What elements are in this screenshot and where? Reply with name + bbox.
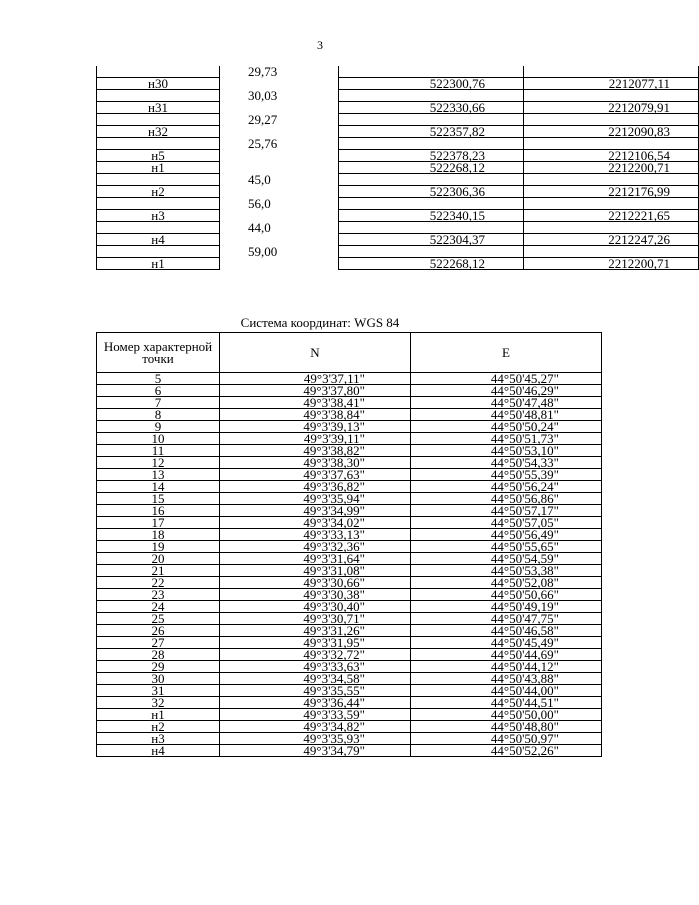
- latitude-cell: 49°3'34,02": [220, 517, 411, 529]
- point-cell: 31: [97, 685, 220, 697]
- point-cell: 32: [97, 697, 220, 709]
- longitude-cell: 44°50'43,88": [411, 673, 602, 685]
- longitude-cell: 44°50'45,27": [411, 373, 602, 385]
- longitude-cell: 44°50'44,51": [411, 697, 602, 709]
- point-cell: 9: [97, 421, 220, 433]
- distance-cell: [220, 258, 339, 270]
- latitude-cell: 49°3'30,66": [220, 577, 411, 589]
- point-cell: н5: [97, 150, 220, 162]
- point-cell: 19: [97, 541, 220, 553]
- distance-cell: [220, 186, 339, 198]
- distance-cell: [220, 210, 339, 222]
- latitude-cell: 49°3'39,11": [220, 433, 411, 445]
- longitude-cell: 44°50'44,69": [411, 649, 602, 661]
- latitude-cell: 49°3'35,55": [220, 685, 411, 697]
- latitude-cell: 49°3'32,72": [220, 649, 411, 661]
- longitude-cell: 44°50'57,05": [411, 517, 602, 529]
- coordinate-system-caption: Система координат: WGS 84: [240, 315, 400, 330]
- y-cell: 2212221,65: [524, 210, 699, 222]
- latitude-cell: 49°3'33,13": [220, 529, 411, 541]
- point-cell: 14: [97, 481, 220, 493]
- msk-coordinates-table: [96, 66, 699, 270]
- x-cell: 522268,12: [339, 258, 524, 270]
- distance-cell: 44,0: [220, 222, 339, 234]
- latitude-cell: 49°3'33,63": [220, 661, 411, 673]
- longitude-cell: 44°50'51,73": [411, 433, 602, 445]
- point-cell: 5: [97, 373, 220, 385]
- point-cell: 29: [97, 661, 220, 673]
- latitude-cell: 49°3'35,94": [220, 493, 411, 505]
- point-cell: 30: [97, 673, 220, 685]
- point-cell: н3: [97, 733, 220, 745]
- point-cell: 12: [97, 457, 220, 469]
- point-cell: 26: [97, 625, 220, 637]
- point-cell: 11: [97, 445, 220, 457]
- point-cell: 7: [97, 397, 220, 409]
- point-row: [97, 126, 699, 138]
- x-cell: 522268,12: [339, 162, 524, 174]
- page-number: 3: [317, 38, 323, 52]
- point-row: [97, 162, 699, 174]
- header-e: E: [411, 333, 602, 373]
- header-n: N: [220, 333, 411, 373]
- distance-cell: [220, 234, 339, 246]
- longitude-cell: 44°50'50,00": [411, 709, 602, 721]
- point-row: [97, 186, 699, 198]
- longitude-cell: 44°50'44,12": [411, 661, 602, 673]
- wgs84-coordinates-table: [96, 332, 602, 757]
- point-row: [97, 258, 699, 270]
- point-cell: 21: [97, 565, 220, 577]
- longitude-cell: 44°50'52,26": [411, 745, 602, 757]
- y-cell: 2212200,71: [524, 162, 699, 174]
- longitude-cell: 44°50'56,86": [411, 493, 602, 505]
- longitude-cell: 44°50'54,59": [411, 553, 602, 565]
- latitude-cell: 49°3'35,93": [220, 733, 411, 745]
- point-cell: н2: [97, 721, 220, 733]
- longitude-cell: 44°50'54,33": [411, 457, 602, 469]
- latitude-cell: 49°3'32,36": [220, 541, 411, 553]
- y-cell: 2212200,71: [524, 258, 699, 270]
- point-cell: 28: [97, 649, 220, 661]
- latitude-cell: 49°3'34,79": [220, 745, 411, 757]
- longitude-cell: 44°50'56,49": [411, 529, 602, 541]
- latitude-cell: 49°3'38,41": [220, 397, 411, 409]
- point-cell: н31: [97, 102, 220, 114]
- point-cell: н1: [97, 709, 220, 721]
- x-cell: 522340,15: [339, 210, 524, 222]
- latitude-cell: 49°3'31,26": [220, 625, 411, 637]
- distance-cell: 30,03: [220, 90, 339, 102]
- longitude-cell: 44°50'45,49": [411, 637, 602, 649]
- x-cell: 522357,82: [339, 126, 524, 138]
- longitude-cell: 44°50'47,75": [411, 613, 602, 625]
- longitude-cell: 44°50'53,38": [411, 565, 602, 577]
- longitude-cell: 44°50'47,48": [411, 397, 602, 409]
- wgs84-coordinates-table-body: [97, 373, 602, 757]
- latitude-cell: 49°3'30,38": [220, 589, 411, 601]
- y-cell: 2212106,54: [524, 150, 699, 162]
- x-cell: 522330,66: [339, 102, 524, 114]
- longitude-cell: 44°50'57,17": [411, 505, 602, 517]
- latitude-cell: 49°3'33,59": [220, 709, 411, 721]
- point-cell: 15: [97, 493, 220, 505]
- distance-cell: 29,73: [220, 66, 339, 78]
- latitude-cell: 49°3'31,64": [220, 553, 411, 565]
- table-header-row: [97, 333, 602, 373]
- latitude-cell: 49°3'37,63": [220, 469, 411, 481]
- longitude-cell: 44°50'46,29": [411, 385, 602, 397]
- longitude-cell: 44°50'56,24": [411, 481, 602, 493]
- msk-coordinates-table-body: [97, 66, 699, 270]
- latitude-cell: 49°3'31,95": [220, 637, 411, 649]
- point-cell: н2: [97, 186, 220, 198]
- point-cell: 8: [97, 409, 220, 421]
- longitude-cell: 44°50'48,81": [411, 409, 602, 421]
- point-row: [97, 234, 699, 246]
- distance-cell: [220, 162, 339, 174]
- latitude-cell: 49°3'38,82": [220, 445, 411, 457]
- point-cell: 27: [97, 637, 220, 649]
- longitude-cell: 44°50'50,24": [411, 421, 602, 433]
- latitude-cell: 49°3'39,13": [220, 421, 411, 433]
- latitude-cell: 49°3'36,82": [220, 481, 411, 493]
- point-cell: 22: [97, 577, 220, 589]
- longitude-cell: 44°50'52,08": [411, 577, 602, 589]
- x-cell: 522304,37: [339, 234, 524, 246]
- table-row: [97, 745, 602, 757]
- x-cell: 522306,36: [339, 186, 524, 198]
- y-cell: 2212079,91: [524, 102, 699, 114]
- point-cell: н30: [97, 78, 220, 90]
- longitude-cell: 44°50'50,66": [411, 589, 602, 601]
- latitude-cell: 49°3'30,40": [220, 601, 411, 613]
- y-cell: 2212176,99: [524, 186, 699, 198]
- distance-cell: 25,76: [220, 138, 339, 150]
- longitude-cell: 44°50'44,00": [411, 685, 602, 697]
- distance-cell: [220, 150, 339, 162]
- distance-cell: 29,27: [220, 114, 339, 126]
- latitude-cell: 49°3'36,44": [220, 697, 411, 709]
- point-cell: н1: [97, 162, 220, 174]
- longitude-cell: 44°50'50,97": [411, 733, 602, 745]
- point-row: [97, 210, 699, 222]
- y-cell: 2212077,11: [524, 78, 699, 90]
- x-cell: 522300,76: [339, 78, 524, 90]
- longitude-cell: 44°50'46,58": [411, 625, 602, 637]
- longitude-cell: 44°50'55,39": [411, 469, 602, 481]
- distance-cell: 45,0: [220, 174, 339, 186]
- point-cell: н32: [97, 126, 220, 138]
- longitude-cell: 44°50'49,19": [411, 601, 602, 613]
- point-cell: 25: [97, 613, 220, 625]
- latitude-cell: 49°3'37,11": [220, 373, 411, 385]
- point-cell: 10: [97, 433, 220, 445]
- point-cell: 24: [97, 601, 220, 613]
- point-row: [97, 102, 699, 114]
- point-cell: 23: [97, 589, 220, 601]
- latitude-cell: 49°3'38,84": [220, 409, 411, 421]
- distance-cell: 56,0: [220, 198, 339, 210]
- distance-cell: [220, 78, 339, 90]
- y-cell: 2212090,83: [524, 126, 699, 138]
- longitude-cell: 44°50'53,10": [411, 445, 602, 457]
- y-cell: 2212247,26: [524, 234, 699, 246]
- latitude-cell: 49°3'31,08": [220, 565, 411, 577]
- point-row: [97, 78, 699, 90]
- point-cell: н1: [97, 258, 220, 270]
- x-cell: 522378,23: [339, 150, 524, 162]
- latitude-cell: 49°3'34,58": [220, 673, 411, 685]
- point-cell: н4: [97, 745, 220, 757]
- longitude-cell: 44°50'55,65": [411, 541, 602, 553]
- latitude-cell: 49°3'34,82": [220, 721, 411, 733]
- point-cell: н4: [97, 234, 220, 246]
- distance-cell: [220, 102, 339, 114]
- latitude-cell: 49°3'34,99": [220, 505, 411, 517]
- distance-cell: [220, 126, 339, 138]
- point-cell: 6: [97, 385, 220, 397]
- point-cell: 17: [97, 517, 220, 529]
- point-cell: 13: [97, 469, 220, 481]
- point-cell: 20: [97, 553, 220, 565]
- distance-cell: 59,00: [220, 246, 339, 258]
- point-cell: н3: [97, 210, 220, 222]
- latitude-cell: 49°3'37,80": [220, 385, 411, 397]
- point-cell: 16: [97, 505, 220, 517]
- header-point-number: Номер характерной точки: [97, 333, 220, 373]
- longitude-cell: 44°50'48,80": [411, 721, 602, 733]
- latitude-cell: 49°3'38,30": [220, 457, 411, 469]
- latitude-cell: 49°3'30,71": [220, 613, 411, 625]
- point-cell: 18: [97, 529, 220, 541]
